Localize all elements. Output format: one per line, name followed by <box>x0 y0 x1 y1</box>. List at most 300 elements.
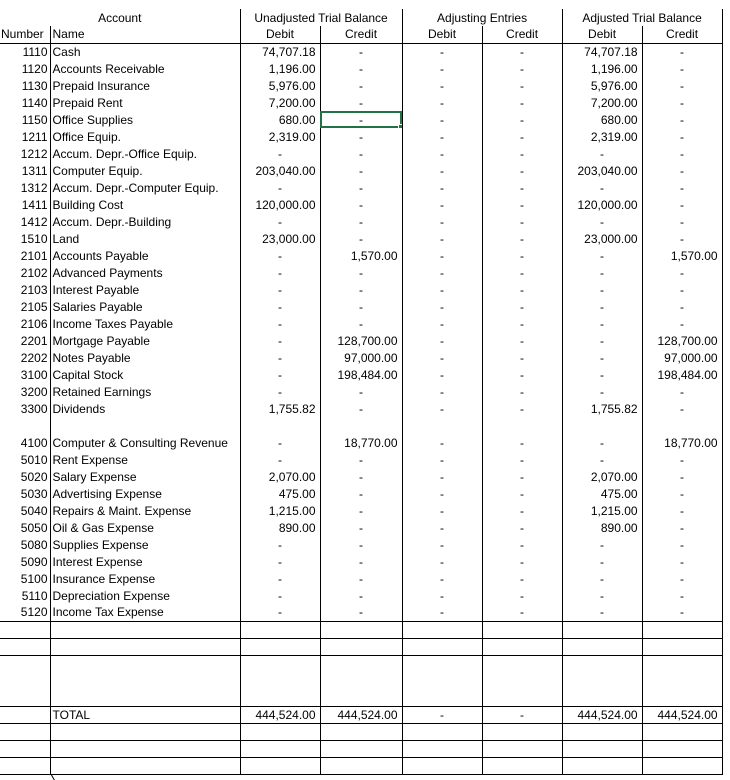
account-number-cell[interactable]: 5100 <box>20 571 48 586</box>
adjusted-debit-cell[interactable]: 74,707.18 <box>562 43 642 60</box>
empty-cell[interactable] <box>402 655 482 672</box>
adjusted-credit-cell[interactable]: - <box>642 230 722 247</box>
unadjusted-credit-cell[interactable]: - <box>320 383 402 400</box>
account-name-cell[interactable]: Accum. Depr.-Building <box>50 213 240 230</box>
adjusted-debit-cell[interactable]: 890.00 <box>562 519 642 536</box>
adjusted-credit-cell[interactable]: - <box>642 383 722 400</box>
adjusted-debit-cell[interactable]: - <box>562 179 642 196</box>
account-number-cell[interactable]: 5080 <box>20 537 48 552</box>
unadjusted-credit-cell[interactable]: - <box>320 604 402 621</box>
account-number-cell[interactable]: 2202 <box>20 350 48 365</box>
adjusted-debit-cell[interactable]: 120,000.00 <box>562 196 642 213</box>
total-adjusted-credit-cell[interactable]: 444,524.00 <box>642 706 722 723</box>
account-name-cell[interactable]: Computer & Consulting Revenue <box>50 434 240 451</box>
adjusting-credit-cell[interactable]: - <box>482 128 562 145</box>
empty-cell[interactable] <box>50 757 240 774</box>
adjusted-debit-cell[interactable]: - <box>562 366 642 383</box>
empty-cell[interactable] <box>0 706 50 723</box>
unadjusted-debit-cell[interactable]: - <box>240 264 320 281</box>
adjusted-credit-cell[interactable]: 97,000.00 <box>642 349 722 366</box>
unadjusted-debit-cell[interactable]: - <box>240 366 320 383</box>
empty-cell[interactable] <box>320 638 402 655</box>
unadjusted-credit-cell[interactable]: - <box>320 587 402 604</box>
adjusting-header[interactable]: Adjusting Entries <box>402 9 562 26</box>
account-name-cell[interactable]: Retained Earnings <box>50 383 240 400</box>
unadjusted-credit-cell[interactable]: - <box>320 128 402 145</box>
empty-cell[interactable] <box>0 417 50 434</box>
unadjusted-debit-cell[interactable]: - <box>240 570 320 587</box>
adjusting-credit-cell[interactable]: - <box>482 400 562 417</box>
unadjusted-credit-cell[interactable]: 198,484.00 <box>320 366 402 383</box>
adjusting-debit-cell[interactable]: - <box>402 536 482 553</box>
adjusted-credit-cell[interactable]: - <box>642 145 722 162</box>
account-name-cell[interactable]: Income Taxes Payable <box>50 315 240 332</box>
adjusting-debit-cell[interactable]: - <box>402 179 482 196</box>
account-name-cell[interactable]: Supplies Expense <box>50 536 240 553</box>
adjusting-debit-cell[interactable]: - <box>402 94 482 111</box>
empty-cell[interactable] <box>642 740 722 757</box>
account-name-cell[interactable]: Office Supplies <box>50 111 240 128</box>
adjusted-debit-header[interactable]: Debit <box>562 26 642 43</box>
unadjusted-debit-cell[interactable]: - <box>240 145 320 162</box>
account-name-cell[interactable]: Repairs & Maint. Expense <box>50 502 240 519</box>
empty-cell[interactable] <box>0 672 50 689</box>
empty-cell[interactable] <box>240 655 320 672</box>
adjusting-credit-cell[interactable]: - <box>482 587 562 604</box>
empty-cell[interactable] <box>320 417 402 434</box>
unadjusted-debit-cell[interactable]: - <box>240 315 320 332</box>
unadjusted-debit-cell[interactable]: - <box>240 383 320 400</box>
account-number-cell[interactable]: 3200 <box>20 384 48 399</box>
account-number-cell[interactable]: 1110 <box>22 44 48 59</box>
empty-cell[interactable] <box>562 417 642 434</box>
unadjusted-credit-cell[interactable]: 128,700.00 <box>320 332 402 349</box>
adjusting-credit-cell[interactable]: - <box>482 94 562 111</box>
empty-cell[interactable] <box>0 723 50 740</box>
account-name-cell[interactable]: Land <box>50 230 240 247</box>
account-number-cell[interactable]: 4100 <box>20 435 48 450</box>
number-header[interactable]: Number <box>0 26 50 43</box>
empty-cell[interactable] <box>642 417 722 434</box>
adjusted-credit-cell[interactable]: 1,570.00 <box>642 247 722 264</box>
account-name-cell[interactable]: Accounts Payable <box>50 247 240 264</box>
empty-cell[interactable] <box>240 689 320 706</box>
adjusted-credit-cell[interactable]: - <box>642 587 722 604</box>
empty-cell[interactable] <box>50 655 240 672</box>
unadjusted-credit-cell[interactable]: - <box>320 77 402 94</box>
adjusted-debit-cell[interactable]: - <box>562 281 642 298</box>
adjusted-credit-cell[interactable]: - <box>642 570 722 587</box>
unadjusted-credit-cell[interactable]: - <box>320 298 402 315</box>
adjusting-credit-cell[interactable]: - <box>482 485 562 502</box>
adjusting-credit-cell[interactable]: - <box>482 468 562 485</box>
adjusting-debit-cell[interactable]: - <box>402 281 482 298</box>
adjusting-debit-cell[interactable]: - <box>402 298 482 315</box>
adjusted-debit-cell[interactable]: 5,976.00 <box>562 77 642 94</box>
unadjusted-credit-cell[interactable]: - <box>320 264 402 281</box>
empty-cell[interactable] <box>240 757 320 774</box>
empty-cell[interactable] <box>642 757 722 774</box>
unadjusted-debit-cell[interactable]: 1,196.00 <box>240 60 320 77</box>
unadjusted-credit-cell[interactable]: - <box>320 570 402 587</box>
account-name-cell[interactable]: Depreciation Expense <box>50 587 240 604</box>
account-number-cell[interactable]: 5110 <box>21 588 48 603</box>
unadjusted-debit-cell[interactable]: - <box>240 247 320 264</box>
adjusting-credit-cell[interactable]: - <box>482 553 562 570</box>
account-number-cell[interactable]: 5050 <box>20 520 48 535</box>
adjusted-credit-cell[interactable]: - <box>642 94 722 111</box>
unadjusted-debit-header[interactable]: Debit <box>240 26 320 43</box>
empty-cell[interactable] <box>402 638 482 655</box>
empty-cell[interactable] <box>402 757 482 774</box>
unadjusted-credit-header[interactable]: Credit <box>320 26 402 43</box>
adjusting-debit-cell[interactable]: - <box>402 77 482 94</box>
account-name-cell[interactable]: Advanced Payments <box>50 264 240 281</box>
total-unadjusted-credit-cell[interactable]: 444,524.00 <box>320 706 402 723</box>
adjusted-credit-cell[interactable]: - <box>642 536 722 553</box>
unadjusted-debit-cell[interactable]: - <box>240 434 320 451</box>
empty-cell[interactable] <box>240 417 320 434</box>
account-number-cell[interactable]: 2105 <box>20 299 48 314</box>
adjusting-debit-cell[interactable]: - <box>402 128 482 145</box>
adjusting-credit-cell[interactable]: - <box>482 230 562 247</box>
empty-cell[interactable] <box>0 740 50 757</box>
adjusting-debit-cell[interactable]: - <box>402 383 482 400</box>
adjusting-debit-cell[interactable]: - <box>402 553 482 570</box>
empty-cell[interactable] <box>50 672 240 689</box>
account-number-cell[interactable]: 1411 <box>21 197 48 212</box>
account-number-cell[interactable]: 2101 <box>20 248 48 263</box>
adjusting-debit-cell[interactable]: - <box>402 332 482 349</box>
account-name-cell[interactable]: Interest Expense <box>50 553 240 570</box>
adjusting-debit-cell[interactable]: - <box>402 485 482 502</box>
account-name-cell[interactable]: Accum. Depr.-Computer Equip. <box>50 179 240 196</box>
empty-cell[interactable] <box>320 723 402 740</box>
empty-cell[interactable] <box>482 689 562 706</box>
account-number-cell[interactable]: 2106 <box>20 316 48 331</box>
account-number-cell[interactable]: 5010 <box>20 452 48 467</box>
adjusted-debit-cell[interactable]: 1,755.82 <box>562 400 642 417</box>
adjusted-debit-cell[interactable]: 203,040.00 <box>562 162 642 179</box>
empty-cell[interactable] <box>320 689 402 706</box>
adjusted-debit-cell[interactable]: - <box>562 451 642 468</box>
empty-cell[interactable] <box>50 621 240 638</box>
unadjusted-credit-cell[interactable]: 1,570.00 <box>320 247 402 264</box>
account-number-cell[interactable]: 1130 <box>21 78 48 93</box>
account-number-cell[interactable]: 2201 <box>20 333 48 348</box>
adjusting-credit-cell[interactable]: - <box>482 332 562 349</box>
adjusting-credit-cell[interactable]: - <box>482 536 562 553</box>
unadjusted-credit-cell[interactable]: - <box>320 145 402 162</box>
adjusted-credit-cell[interactable]: - <box>642 264 722 281</box>
unadjusted-credit-cell[interactable]: - <box>320 111 402 128</box>
unadjusted-credit-cell[interactable]: - <box>320 315 402 332</box>
adjusted-debit-cell[interactable]: 23,000.00 <box>562 230 642 247</box>
adjusting-credit-cell[interactable]: - <box>482 570 562 587</box>
unadjusted-debit-cell[interactable]: 890.00 <box>240 519 320 536</box>
unadjusted-credit-cell[interactable]: - <box>320 213 402 230</box>
unadjusted-credit-cell[interactable]: - <box>320 43 402 60</box>
adjusted-credit-cell[interactable]: - <box>642 400 722 417</box>
adjusted-credit-cell[interactable]: - <box>642 468 722 485</box>
empty-cell[interactable] <box>50 417 240 434</box>
empty-cell[interactable] <box>562 723 642 740</box>
unadjusted-credit-cell[interactable]: - <box>320 553 402 570</box>
adjusting-debit-cell[interactable]: - <box>402 111 482 128</box>
account-number-cell[interactable]: 1120 <box>21 61 48 76</box>
empty-cell[interactable] <box>50 740 240 757</box>
account-name-cell[interactable]: Oil & Gas Expense <box>50 519 240 536</box>
adjusting-credit-cell[interactable]: - <box>482 383 562 400</box>
empty-cell[interactable] <box>320 672 402 689</box>
adjusting-credit-cell[interactable]: - <box>482 77 562 94</box>
unadjusted-credit-cell[interactable]: - <box>320 400 402 417</box>
empty-cell[interactable] <box>320 621 402 638</box>
empty-cell[interactable] <box>482 740 562 757</box>
adjusting-debit-cell[interactable]: - <box>402 162 482 179</box>
adjusted-debit-cell[interactable]: - <box>562 587 642 604</box>
unadjusted-debit-cell[interactable]: 7,200.00 <box>240 94 320 111</box>
adjusting-debit-cell[interactable]: - <box>402 502 482 519</box>
unadjusted-debit-cell[interactable]: - <box>240 349 320 366</box>
adjusting-debit-cell[interactable]: - <box>402 451 482 468</box>
adjusted-credit-cell[interactable]: - <box>642 196 722 213</box>
adjusted-debit-cell[interactable]: 2,070.00 <box>562 468 642 485</box>
empty-cell[interactable] <box>402 672 482 689</box>
account-number-cell[interactable]: 3100 <box>20 367 48 382</box>
adjusting-debit-cell[interactable]: - <box>402 213 482 230</box>
adjusting-credit-cell[interactable]: - <box>482 247 562 264</box>
unadjusted-debit-cell[interactable]: - <box>240 213 320 230</box>
unadjusted-credit-cell[interactable]: - <box>320 502 402 519</box>
empty-cell[interactable] <box>0 757 50 774</box>
adjusted-debit-cell[interactable]: - <box>562 349 642 366</box>
unadjusted-credit-cell[interactable]: 18,770.00 <box>320 434 402 451</box>
unadjusted-credit-cell[interactable]: - <box>320 519 402 536</box>
unadjusted-credit-cell[interactable]: - <box>320 536 402 553</box>
adjusting-debit-cell[interactable]: - <box>402 519 482 536</box>
account-number-cell[interactable]: 2102 <box>20 265 48 280</box>
adjusting-debit-cell[interactable]: - <box>402 247 482 264</box>
empty-cell[interactable] <box>402 689 482 706</box>
adjusted-debit-cell[interactable]: 475.00 <box>562 485 642 502</box>
adjusting-debit-cell[interactable]: - <box>402 604 482 621</box>
empty-cell[interactable] <box>642 621 722 638</box>
unadjusted-debit-cell[interactable]: 1,215.00 <box>240 502 320 519</box>
unadjusted-credit-cell[interactable]: - <box>320 485 402 502</box>
adjusted-debit-cell[interactable]: - <box>562 332 642 349</box>
adjusting-credit-cell[interactable]: - <box>482 196 562 213</box>
empty-cell[interactable] <box>50 723 240 740</box>
empty-cell[interactable] <box>642 655 722 672</box>
adjusted-credit-cell[interactable]: - <box>642 315 722 332</box>
adjusted-credit-cell[interactable]: - <box>642 179 722 196</box>
adjusted-credit-cell[interactable]: - <box>642 213 722 230</box>
adjusting-debit-cell[interactable]: - <box>402 315 482 332</box>
adjusted-credit-cell[interactable]: - <box>642 60 722 77</box>
empty-cell[interactable] <box>320 655 402 672</box>
adjusted-credit-header[interactable]: Credit <box>642 26 722 43</box>
adjusting-debit-header[interactable]: Debit <box>402 26 482 43</box>
empty-cell[interactable] <box>642 638 722 655</box>
unadjusted-debit-cell[interactable]: - <box>240 179 320 196</box>
empty-cell[interactable] <box>642 672 722 689</box>
adjusted-debit-cell[interactable]: - <box>562 315 642 332</box>
empty-cell[interactable] <box>562 689 642 706</box>
unadjusted-debit-cell[interactable]: 475.00 <box>240 485 320 502</box>
account-name-cell[interactable]: Salaries Payable <box>50 298 240 315</box>
unadjusted-debit-cell[interactable]: - <box>240 604 320 621</box>
adjusting-credit-cell[interactable]: - <box>482 264 562 281</box>
adjusted-debit-cell[interactable]: - <box>562 247 642 264</box>
adjusting-debit-cell[interactable]: - <box>402 349 482 366</box>
account-name-cell[interactable]: Prepaid Rent <box>50 94 240 111</box>
adjusted-credit-cell[interactable]: - <box>642 298 722 315</box>
adjusting-debit-cell[interactable]: - <box>402 434 482 451</box>
unadjusted-credit-cell[interactable]: - <box>320 468 402 485</box>
adjusted-credit-cell[interactable]: - <box>642 451 722 468</box>
account-name-cell[interactable]: Capital Stock <box>50 366 240 383</box>
unadjusted-header[interactable]: Unadjusted Trial Balance <box>240 9 402 26</box>
unadjusted-debit-cell[interactable]: - <box>240 451 320 468</box>
account-name-cell[interactable]: Accounts Receivable <box>50 60 240 77</box>
adjusting-credit-cell[interactable]: - <box>482 162 562 179</box>
account-number-cell[interactable]: 5020 <box>20 469 48 484</box>
unadjusted-debit-cell[interactable]: 23,000.00 <box>240 230 320 247</box>
adjusted-credit-cell[interactable]: - <box>642 162 722 179</box>
account-number-cell[interactable]: 1212 <box>20 146 48 161</box>
adjusted-debit-cell[interactable]: - <box>562 570 642 587</box>
adjusting-credit-cell[interactable]: - <box>482 502 562 519</box>
adjusted-debit-cell[interactable]: - <box>562 434 642 451</box>
adjusted-credit-cell[interactable]: - <box>642 128 722 145</box>
account-number-cell[interactable]: 1510 <box>20 231 48 246</box>
account-name-cell[interactable]: Office Equip. <box>50 128 240 145</box>
unadjusted-credit-cell[interactable]: - <box>320 60 402 77</box>
empty-cell[interactable] <box>0 621 50 638</box>
empty-cell[interactable] <box>562 757 642 774</box>
unadjusted-debit-cell[interactable]: - <box>240 536 320 553</box>
empty-cell[interactable] <box>482 417 562 434</box>
adjusting-credit-cell[interactable]: - <box>482 366 562 383</box>
account-number-cell[interactable]: 3300 <box>20 401 48 416</box>
adjusted-debit-cell[interactable]: - <box>562 264 642 281</box>
adjusting-credit-cell[interactable]: - <box>482 315 562 332</box>
account-name-cell[interactable]: Building Cost <box>50 196 240 213</box>
account-name-cell[interactable]: Prepaid Insurance <box>50 77 240 94</box>
adjusting-credit-header[interactable]: Credit <box>482 26 562 43</box>
account-number-cell[interactable]: 5030 <box>20 486 48 501</box>
adjusted-credit-cell[interactable]: - <box>642 519 722 536</box>
adjusting-debit-cell[interactable]: - <box>402 570 482 587</box>
empty-cell[interactable] <box>642 689 722 706</box>
account-name-cell[interactable]: Rent Expense <box>50 451 240 468</box>
adjusted-credit-cell[interactable]: - <box>642 502 722 519</box>
empty-cell[interactable] <box>402 723 482 740</box>
account-number-cell[interactable]: 1150 <box>21 112 48 127</box>
empty-cell[interactable] <box>320 757 402 774</box>
account-name-cell[interactable]: Cash <box>50 43 240 60</box>
empty-cell[interactable] <box>562 655 642 672</box>
adjusted-debit-cell[interactable]: - <box>562 145 642 162</box>
unadjusted-debit-cell[interactable]: 120,000.00 <box>240 196 320 213</box>
adjusting-credit-cell[interactable]: - <box>482 604 562 621</box>
adjusting-credit-cell[interactable]: - <box>482 111 562 128</box>
empty-cell[interactable] <box>562 621 642 638</box>
adjusting-credit-cell[interactable]: - <box>482 43 562 60</box>
empty-cell[interactable] <box>642 723 722 740</box>
adjusting-credit-cell[interactable]: - <box>482 349 562 366</box>
adjusting-debit-cell[interactable]: - <box>402 264 482 281</box>
account-name-cell[interactable]: Dividends <box>50 400 240 417</box>
adjusting-credit-cell[interactable]: - <box>482 60 562 77</box>
empty-cell[interactable] <box>240 740 320 757</box>
account-number-cell[interactable]: 1412 <box>20 214 48 229</box>
empty-cell[interactable] <box>482 672 562 689</box>
adjusted-debit-cell[interactable]: 7,200.00 <box>562 94 642 111</box>
adjusted-credit-cell[interactable]: - <box>642 281 722 298</box>
empty-cell[interactable] <box>482 723 562 740</box>
adjusting-credit-cell[interactable]: - <box>482 281 562 298</box>
empty-cell[interactable] <box>320 740 402 757</box>
unadjusted-credit-cell[interactable]: - <box>320 162 402 179</box>
adjusted-debit-cell[interactable]: 680.00 <box>562 111 642 128</box>
account-name-cell[interactable]: Computer Equip. <box>50 162 240 179</box>
total-label[interactable]: TOTAL <box>50 706 240 723</box>
unadjusted-credit-cell[interactable]: - <box>320 230 402 247</box>
account-header[interactable]: Account <box>98 10 142 25</box>
empty-cell[interactable] <box>240 621 320 638</box>
adjusted-header[interactable]: Adjusted Trial Balance <box>562 9 722 26</box>
adjusted-credit-cell[interactable]: 198,484.00 <box>642 366 722 383</box>
unadjusted-credit-cell[interactable]: - <box>320 179 402 196</box>
adjusting-credit-cell[interactable]: - <box>482 519 562 536</box>
unadjusted-credit-cell[interactable]: - <box>320 451 402 468</box>
empty-cell[interactable] <box>402 621 482 638</box>
unadjusted-debit-cell[interactable]: - <box>240 332 320 349</box>
adjusted-credit-cell[interactable]: 18,770.00 <box>642 434 722 451</box>
adjusted-debit-cell[interactable]: 1,196.00 <box>562 60 642 77</box>
empty-cell[interactable] <box>402 740 482 757</box>
adjusting-credit-cell[interactable]: - <box>482 434 562 451</box>
unadjusted-debit-cell[interactable]: 1,755.82 <box>240 400 320 417</box>
total-adjusting-debit-cell[interactable]: - <box>402 706 482 723</box>
unadjusted-credit-cell[interactable]: - <box>320 196 402 213</box>
account-name-cell[interactable]: Notes Payable <box>50 349 240 366</box>
unadjusted-debit-cell[interactable]: - <box>240 281 320 298</box>
unadjusted-debit-cell[interactable]: - <box>240 298 320 315</box>
total-adjusted-debit-cell[interactable]: 444,524.00 <box>562 706 642 723</box>
unadjusted-debit-cell[interactable]: 680.00 <box>240 111 320 128</box>
unadjusted-debit-cell[interactable]: 203,040.00 <box>240 162 320 179</box>
account-name-cell[interactable]: Income Tax Expense <box>50 604 240 621</box>
account-name-cell[interactable]: Mortgage Payable <box>50 332 240 349</box>
adjusted-debit-cell[interactable]: - <box>562 536 642 553</box>
unadjusted-credit-cell[interactable]: 97,000.00 <box>320 349 402 366</box>
account-number-cell[interactable]: 1140 <box>21 95 48 110</box>
adjusting-credit-cell[interactable]: - <box>482 213 562 230</box>
empty-cell[interactable] <box>562 740 642 757</box>
adjusting-debit-cell[interactable]: - <box>402 43 482 60</box>
empty-cell[interactable] <box>50 689 240 706</box>
unadjusted-debit-cell[interactable]: 5,976.00 <box>240 77 320 94</box>
unadjusted-debit-cell[interactable]: - <box>240 587 320 604</box>
account-number-cell[interactable]: 5120 <box>20 605 48 620</box>
adjusting-credit-cell[interactable]: - <box>482 451 562 468</box>
adjusted-debit-cell[interactable]: 2,319.00 <box>562 128 642 145</box>
adjusted-debit-cell[interactable]: - <box>562 553 642 570</box>
empty-cell[interactable] <box>0 655 50 672</box>
